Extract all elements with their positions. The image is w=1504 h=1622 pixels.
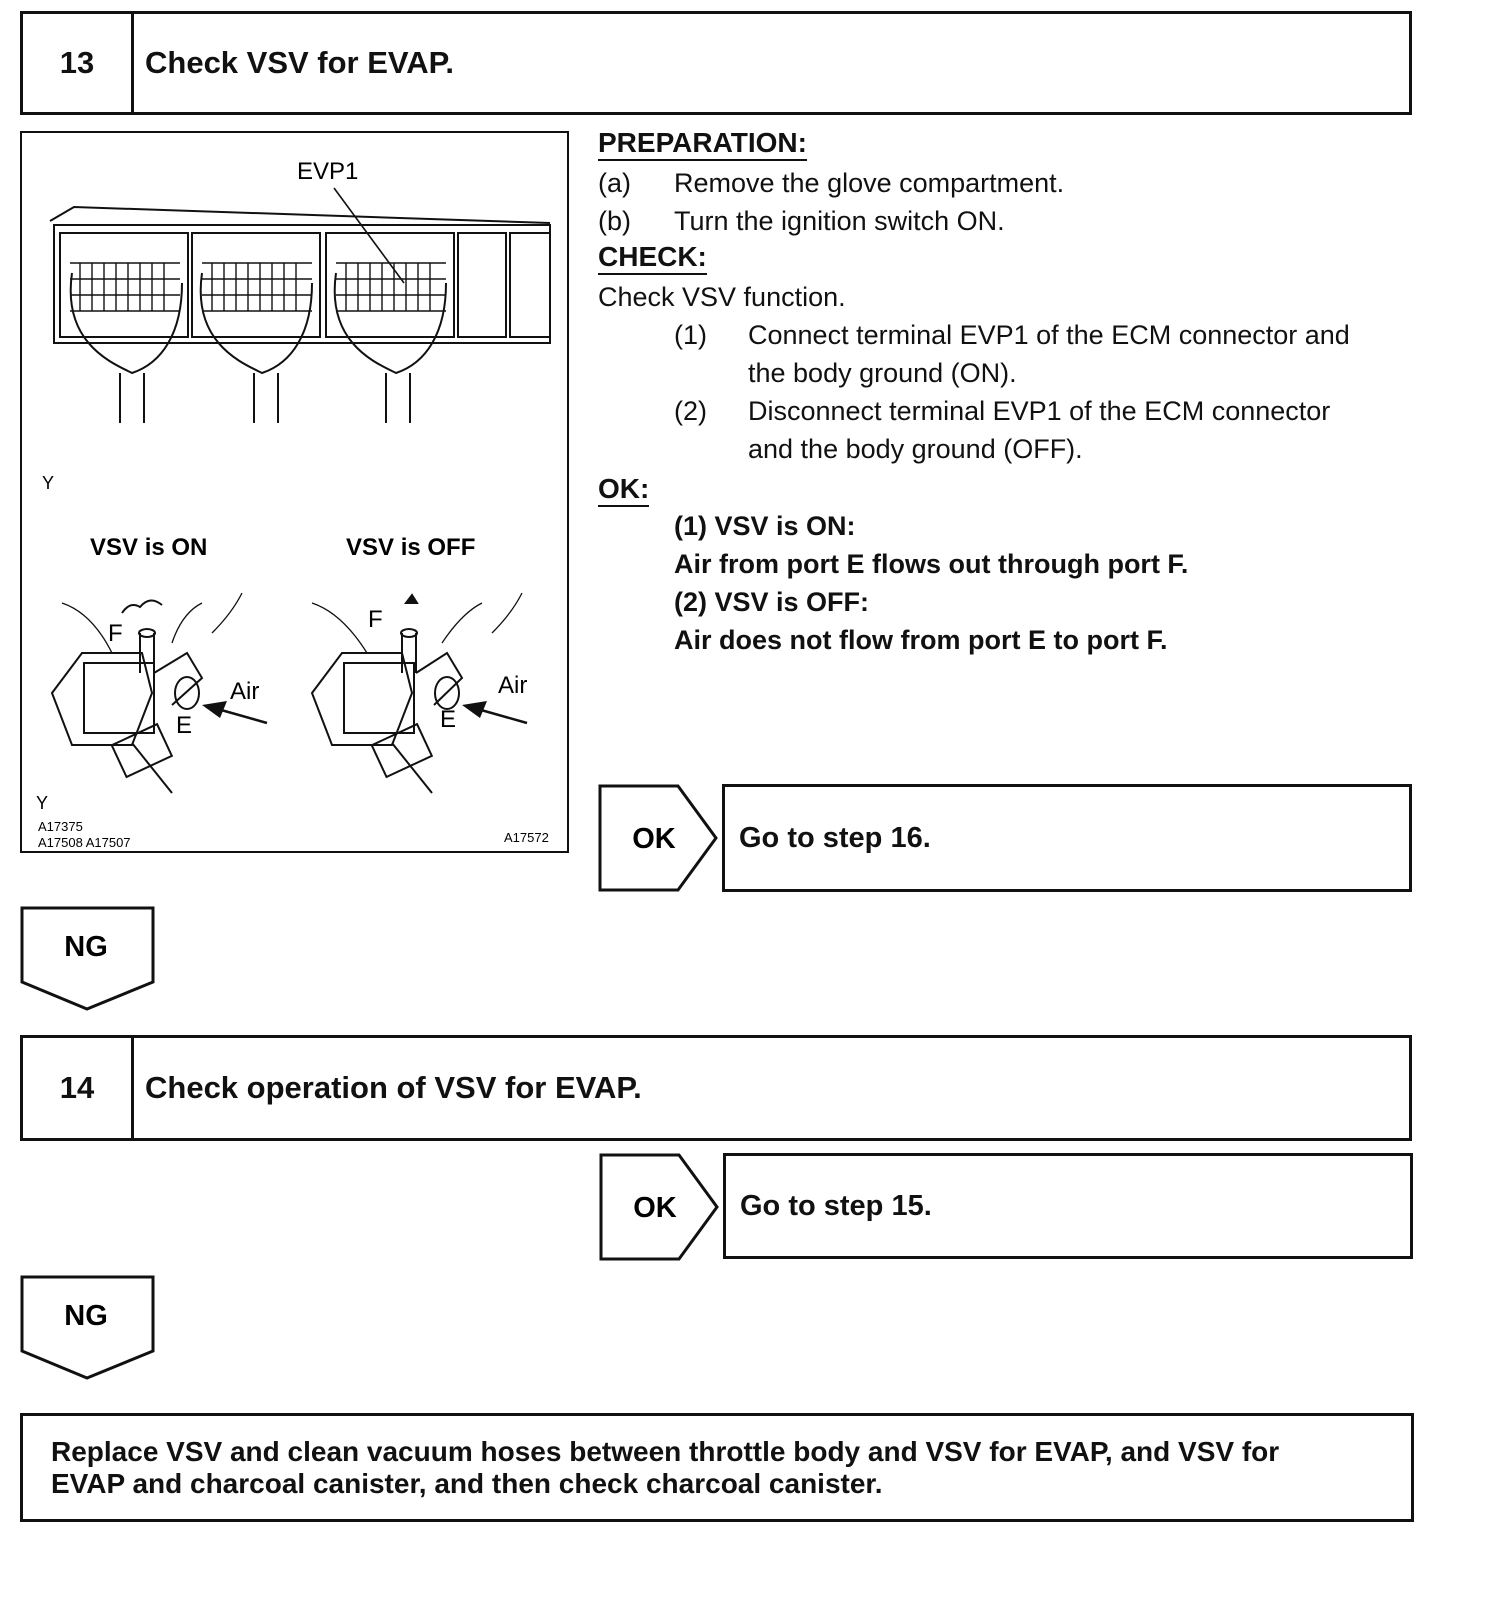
evp1-label: EVP1	[297, 158, 359, 185]
ok-label-13: OK	[632, 823, 676, 855]
ok-line-2: Air from port E flows out through port F.	[674, 549, 1189, 579]
check-item-1-line2: the body ground (ON).	[748, 358, 1017, 388]
final-action-line-1: Replace VSV and clean vacuum hoses between throttle body and VSV for EVAP, and VSV for	[51, 1436, 1280, 1467]
ok-label-14: OK	[633, 1192, 677, 1224]
port-e-on: E	[176, 712, 193, 739]
ng-arrow-badge-13	[20, 906, 156, 1012]
final-action-box	[20, 1413, 1414, 1522]
check-item-2-marker: (2)	[674, 396, 707, 426]
ok-line-3: (2) VSV is OFF:	[674, 587, 870, 617]
ng-arrow-badge-14	[20, 1275, 156, 1381]
prep-item-a-marker: (a)	[598, 168, 631, 198]
port-f-off: F	[368, 606, 383, 633]
prep-item-b-marker: (b)	[598, 206, 631, 236]
air-on: Air	[230, 678, 260, 705]
ok-result-box-14	[723, 1153, 1413, 1259]
ref-code-a17508: A17508 A17507	[38, 835, 131, 850]
step-14-header	[20, 1035, 1412, 1141]
prep-item-a-text: Remove the glove compartment.	[674, 168, 1065, 198]
step-title: Check operation of VSV for EVAP.	[145, 1070, 642, 1105]
vsv-on-caption: VSV is ON	[90, 534, 208, 561]
y-label-top: Y	[42, 473, 55, 493]
ng-label-14: NG	[64, 1300, 108, 1332]
check-item-1-marker: (1)	[674, 320, 707, 350]
figure-drawing	[22, 133, 567, 851]
ref-code-a17375: A17375	[38, 819, 83, 834]
check-intro: Check VSV function.	[598, 282, 846, 312]
ok-line-4: Air does not flow from port E to port F.	[674, 625, 1168, 655]
port-e-off: E	[440, 706, 457, 733]
preparation-heading: PREPARATION:	[598, 127, 807, 161]
check-item-2-line2: and the body ground (OFF).	[748, 434, 1083, 464]
ref-code-a17572: A17572	[504, 830, 549, 845]
go-to-step-15: Go to step 15.	[740, 1189, 932, 1222]
check-item-2-line1: Disconnect terminal EVP1 of the ECM connector	[748, 396, 1331, 426]
step-title: Check VSV for EVAP.	[145, 45, 454, 80]
vsv-off-caption: VSV is OFF	[346, 534, 476, 561]
air-off: Air	[498, 672, 528, 699]
y-label-bottom: Y	[36, 793, 49, 813]
step-number: 14	[23, 1038, 134, 1138]
step-13-header	[20, 11, 1412, 115]
check-item-1-line1: Connect terminal EVP1 of the ECM connector and	[748, 320, 1350, 350]
check-heading: CHECK:	[598, 241, 707, 275]
ok-line-1: (1) VSV is ON:	[674, 511, 856, 541]
go-to-step-16: Go to step 16.	[739, 821, 931, 854]
port-f-on: F	[108, 620, 123, 647]
final-action-line-2: EVAP and charcoal canister, and then check charcoal canister.	[51, 1468, 883, 1499]
ok-heading: OK:	[598, 473, 649, 507]
step-number: 13	[23, 14, 134, 112]
ecm-connector-figure	[20, 131, 569, 853]
prep-item-b-text: Turn the ignition switch ON.	[674, 206, 1005, 236]
ok-arrow-badge-14	[599, 1153, 721, 1261]
ok-arrow-badge-13	[598, 784, 720, 892]
ng-label-13: NG	[64, 931, 108, 963]
ok-result-box-13	[722, 784, 1412, 892]
